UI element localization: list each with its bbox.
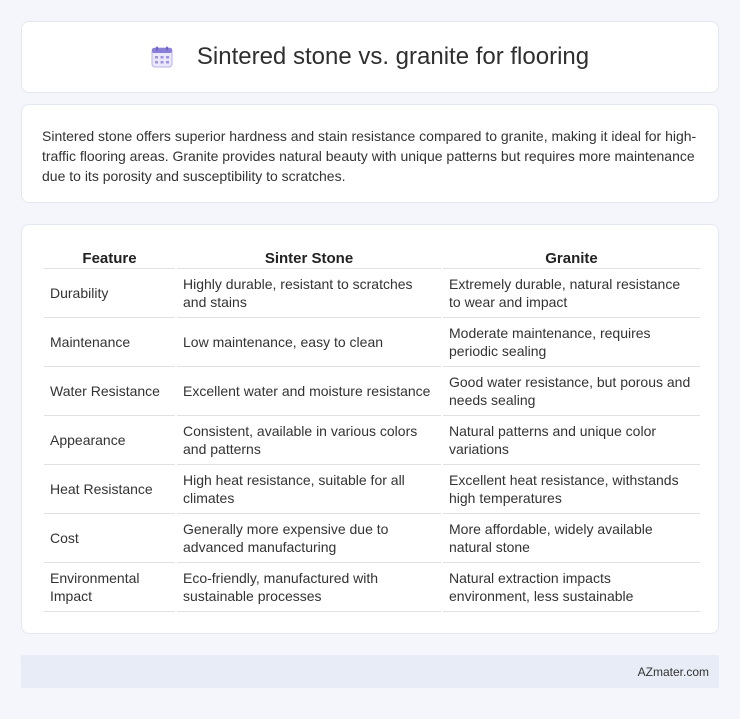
sinter-stone-cell: Highly durable, resistant to scratches and stains bbox=[177, 269, 441, 318]
header-granite: Granite bbox=[443, 247, 700, 269]
table-row bbox=[44, 269, 700, 318]
calendar-icon bbox=[151, 46, 173, 68]
sinter-stone-cell: High heat resistance, suitable for all climates bbox=[177, 465, 441, 514]
feature-cell: Water Resistance bbox=[44, 367, 175, 416]
summary-card bbox=[21, 104, 719, 203]
granite-cell: Natural patterns and unique color variations bbox=[443, 416, 700, 465]
sinter-stone-cell: Consistent, available in various colors and patterns bbox=[177, 416, 441, 465]
granite-cell: Moderate maintenance, requires periodic sealing bbox=[443, 318, 700, 367]
header-sinter-stone: Sinter Stone bbox=[177, 247, 441, 269]
title-card bbox=[21, 21, 719, 93]
feature-cell: Appearance bbox=[44, 416, 175, 465]
footer-brand: AZmater.com bbox=[637, 664, 709, 679]
granite-cell: Excellent heat resistance, withstands high temperatures bbox=[443, 465, 700, 514]
granite-cell: More affordable, widely available natural stone bbox=[443, 514, 700, 563]
granite-cell: Good water resistance, but porous and needs sealing bbox=[443, 367, 700, 416]
table-row bbox=[44, 514, 700, 563]
sinter-stone-cell: Eco-friendly, manufactured with sustainable processes bbox=[177, 563, 441, 612]
sinter-stone-cell: Generally more expensive due to advanced manufacturing bbox=[177, 514, 441, 563]
page-title: Sintered stone vs. granite for flooring bbox=[196, 43, 590, 70]
feature-cell: Heat Resistance bbox=[44, 465, 175, 514]
header-feature: Feature bbox=[44, 247, 175, 269]
feature-cell: Environmental Impact bbox=[44, 563, 175, 612]
comparison-table-card bbox=[21, 224, 719, 634]
granite-cell: Extremely durable, natural resistance to wear and impact bbox=[443, 269, 700, 318]
summary-text: Sintered stone offers superior hardness and stain resistance compared to granite, making it ideal for high-traffic flooring areas. Granite provides natural beauty with unique patterns but requires more maintenance due to its porosity and susceptibility to scratches. bbox=[42, 128, 697, 184]
table-header-row bbox=[44, 247, 700, 269]
sinter-stone-cell: Excellent water and moisture resistance bbox=[177, 367, 441, 416]
feature-cell: Durability bbox=[44, 269, 175, 318]
footer bbox=[21, 655, 719, 688]
sinter-stone-cell: Low maintenance, easy to clean bbox=[177, 318, 441, 367]
feature-cell: Maintenance bbox=[44, 318, 175, 367]
table-row bbox=[44, 465, 700, 514]
granite-cell: Natural extraction impacts environment, less sustainable bbox=[443, 563, 700, 612]
table-row bbox=[44, 367, 700, 416]
table-row bbox=[44, 416, 700, 465]
comparison-table bbox=[42, 247, 702, 612]
table-row bbox=[44, 563, 700, 612]
table-row bbox=[44, 318, 700, 367]
feature-cell: Cost bbox=[44, 514, 175, 563]
